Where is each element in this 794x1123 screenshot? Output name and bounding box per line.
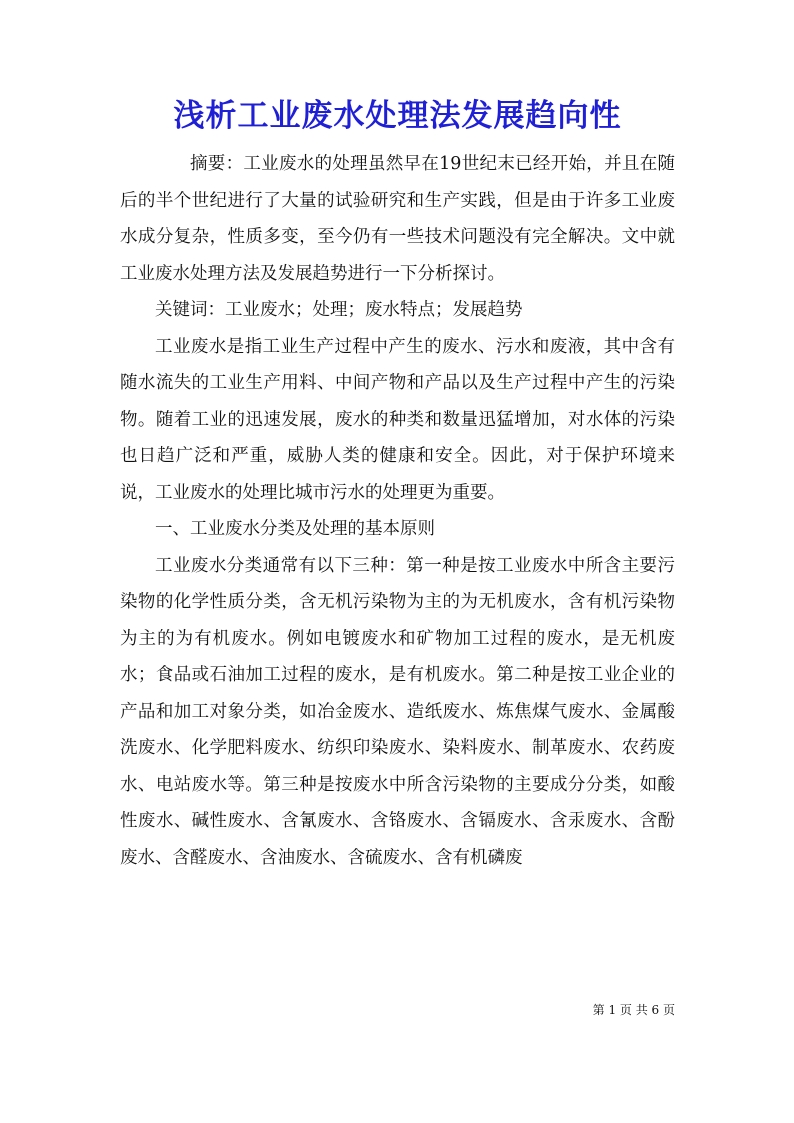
page-footer: 第 1 页 共 6 页 [592, 1003, 675, 1017]
intro-paragraph: 工业废水是指工业生产过程中产生的废水、污水和废液，其中含有随水流失的工业生产用料、中间产物和产品以及生产过程中产生的污染物。随着工业的迅速发展，废水的种类和数量迅猛增加，对水体的污染也日趋广泛和严重，威胁人类的健康和安全。因此，对于保护环境来说，工业废水的处理比城市污水的处理更为重要。 [120, 336, 675, 503]
document-page [120, 96, 675, 876]
section-heading: 一、工业废水分类及处理的基本原则 [155, 519, 435, 539]
classification-paragraph: 工业废水分类通常有以下三种：第一种是按工业废水中所含主要污染物的化学性质分类，含无机污染物为主的为无机废水，含有机污染物为主的为有机废水。例如电镀废水和矿物加工过程的废水，是无机废水；食品或石油加工过程的废水，是有机废水。第二种是按工业企业的产品和加工对象分类，如冶金废水、造纸废水、炼焦煤气废水、金属酸洗废水、化学肥料废水、纺织印染废水、染料废水、制革废水、农药废水、电站废水等。第三种是按废水中所含污染物的主要成分分类，如酸性废水、碱性废水、含氰废水、含铬废水、含镉废水、含汞废水、含酚废水、含醛废水、含油废水、含硫废水、含有机磷废 [120, 555, 675, 868]
document-title: 浅析工业废水处理法发展趋向性 [173, 98, 622, 134]
keywords-paragraph: 关键词：工业废水；处理；废水特点；发展趋势 [155, 300, 523, 320]
abstract-paragraph: 摘要：工业废水的处理虽然早在19世纪末已经开始，并且在随后的半个世纪进行了大量的试验研究和生产实践，但是由于许多工业废水成分复杂，性质多变，至今仍有一些技术问题没有完全解决。文中就工业废水处理方法及发展趋势进行一下分析探讨。 [120, 154, 675, 284]
